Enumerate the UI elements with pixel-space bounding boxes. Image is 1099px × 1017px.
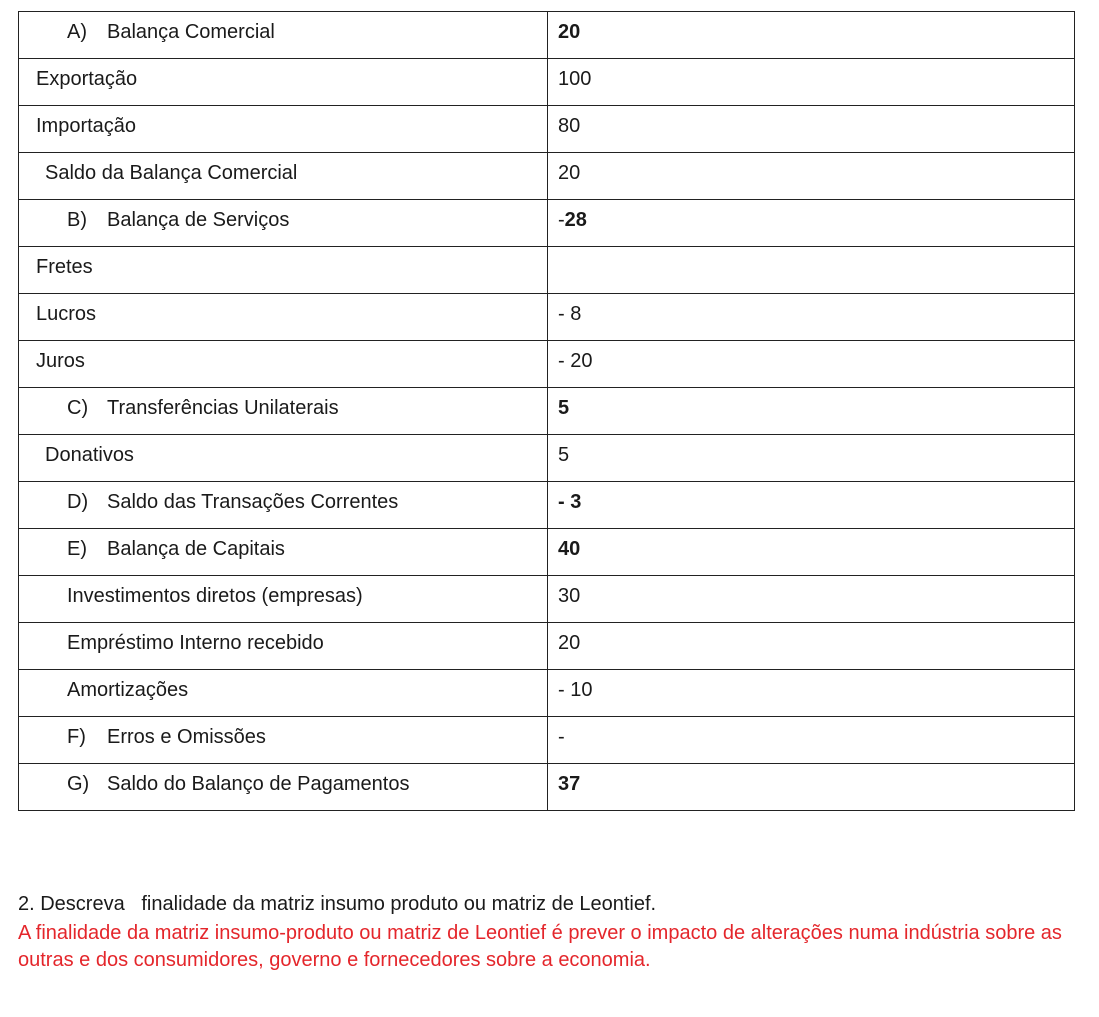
- table-row: [19, 623, 1075, 670]
- row-label-cell: [19, 12, 548, 59]
- row-label-cell: [19, 482, 548, 529]
- section-marker: G): [67, 773, 90, 795]
- table-row: [19, 294, 1075, 341]
- row-label-cell: [19, 294, 548, 341]
- item-label: Saldo da Balança Comercial: [45, 162, 298, 184]
- table-row: [19, 764, 1075, 811]
- row-label-cell: [19, 153, 548, 200]
- section-marker: F): [67, 726, 86, 748]
- row-label-cell: [19, 670, 548, 717]
- item-value: 20: [558, 162, 581, 184]
- row-label-cell: [19, 623, 548, 670]
- row-value-cell: [548, 529, 1075, 576]
- table-row: [19, 106, 1075, 153]
- section-heading: Balança Comercial: [107, 21, 275, 43]
- row-value-cell: [548, 482, 1075, 529]
- section-heading: Transferências Unilaterais: [107, 397, 339, 419]
- item-value: - 3: [558, 491, 582, 513]
- item-label: Fretes: [36, 256, 93, 278]
- item-value: - 20: [558, 350, 593, 372]
- row-value-cell: [548, 200, 1075, 247]
- item-value: 37: [558, 773, 581, 795]
- item-label: Empréstimo Interno recebido: [67, 632, 324, 654]
- item-value: 80: [558, 115, 581, 137]
- row-label-cell: [19, 576, 548, 623]
- item-value: 30: [558, 585, 581, 607]
- item-label: Donativos: [45, 444, 134, 466]
- item-value: -: [558, 726, 565, 748]
- row-value-cell: [548, 576, 1075, 623]
- section-heading: Saldo das Transações Correntes: [107, 491, 399, 513]
- table-row: [19, 12, 1075, 59]
- section-marker: C): [67, 397, 89, 419]
- row-label-cell: [19, 106, 548, 153]
- row-value-cell: [548, 623, 1075, 670]
- item-label: Juros: [36, 350, 85, 372]
- row-value-cell: [548, 106, 1075, 153]
- table-row: [19, 341, 1075, 388]
- section-marker: A): [67, 21, 87, 43]
- section-marker: B): [67, 209, 87, 231]
- section-heading: Balança de Serviços: [107, 209, 290, 231]
- table-row: [19, 670, 1075, 717]
- row-value-cell: [548, 435, 1075, 482]
- item-value: 28: [564, 209, 587, 231]
- row-label-cell: [19, 59, 548, 106]
- section-heading: Balança de Capitais: [107, 538, 285, 560]
- question-text: 2. Descreva finalidade da matriz insumo produto ou matriz de Leontief.: [18, 893, 657, 915]
- row-value-cell: [548, 717, 1075, 764]
- item-value: 100: [558, 68, 592, 90]
- item-value: 40: [558, 538, 581, 560]
- balance-of-payments-table: [18, 11, 1075, 811]
- value-sign: -: [558, 209, 565, 231]
- row-value-cell: [548, 341, 1075, 388]
- row-value-cell: [548, 764, 1075, 811]
- row-label-cell: [19, 529, 548, 576]
- item-value: - 10: [558, 679, 593, 701]
- row-label-cell: [19, 200, 548, 247]
- item-label: Exportação: [36, 68, 138, 90]
- table-row: [19, 200, 1075, 247]
- row-label-cell: [19, 341, 548, 388]
- item-value: 20: [558, 632, 581, 654]
- row-value-cell: [548, 247, 1075, 294]
- table-row: [19, 482, 1075, 529]
- item-label: Lucros: [36, 303, 97, 325]
- section-marker: E): [67, 538, 87, 560]
- item-value: 5: [558, 397, 570, 419]
- section-heading: Saldo do Balanço de Pagamentos: [107, 773, 410, 795]
- section-marker: D): [67, 491, 89, 513]
- table-row: [19, 529, 1075, 576]
- table-row: [19, 435, 1075, 482]
- table-row: [19, 388, 1075, 435]
- row-value-cell: [548, 153, 1075, 200]
- row-value-cell: [548, 12, 1075, 59]
- item-label: Investimentos diretos (empresas): [67, 585, 363, 607]
- item-label: Importação: [36, 115, 137, 137]
- table-row: [19, 59, 1075, 106]
- item-label: Amortizações: [67, 679, 189, 701]
- row-value-cell: [548, 388, 1075, 435]
- row-value-cell: [548, 294, 1075, 341]
- row-label-cell: [19, 247, 548, 294]
- answer-text: A finalidade da matriz insumo-produto ou matriz de Leontief é prever o impacto de alterações numa indústria sobre as outras e dos consumidores, governo e fornecedores sobre a economia.: [18, 922, 1062, 971]
- item-value: 5: [558, 444, 570, 466]
- table-row: [19, 153, 1075, 200]
- row-label-cell: [19, 764, 548, 811]
- table-row: [19, 576, 1075, 623]
- row-value-cell: [548, 59, 1075, 106]
- row-label-cell: [19, 717, 548, 764]
- table-body: [19, 12, 1075, 811]
- section-heading: Erros e Omissões: [107, 726, 266, 748]
- item-value: 20: [558, 21, 581, 43]
- row-label-cell: [19, 388, 548, 435]
- item-value: - 8: [558, 303, 582, 325]
- table-row: [19, 717, 1075, 764]
- row-value-cell: [548, 670, 1075, 717]
- row-label-cell: [19, 435, 548, 482]
- table-row: [19, 247, 1075, 294]
